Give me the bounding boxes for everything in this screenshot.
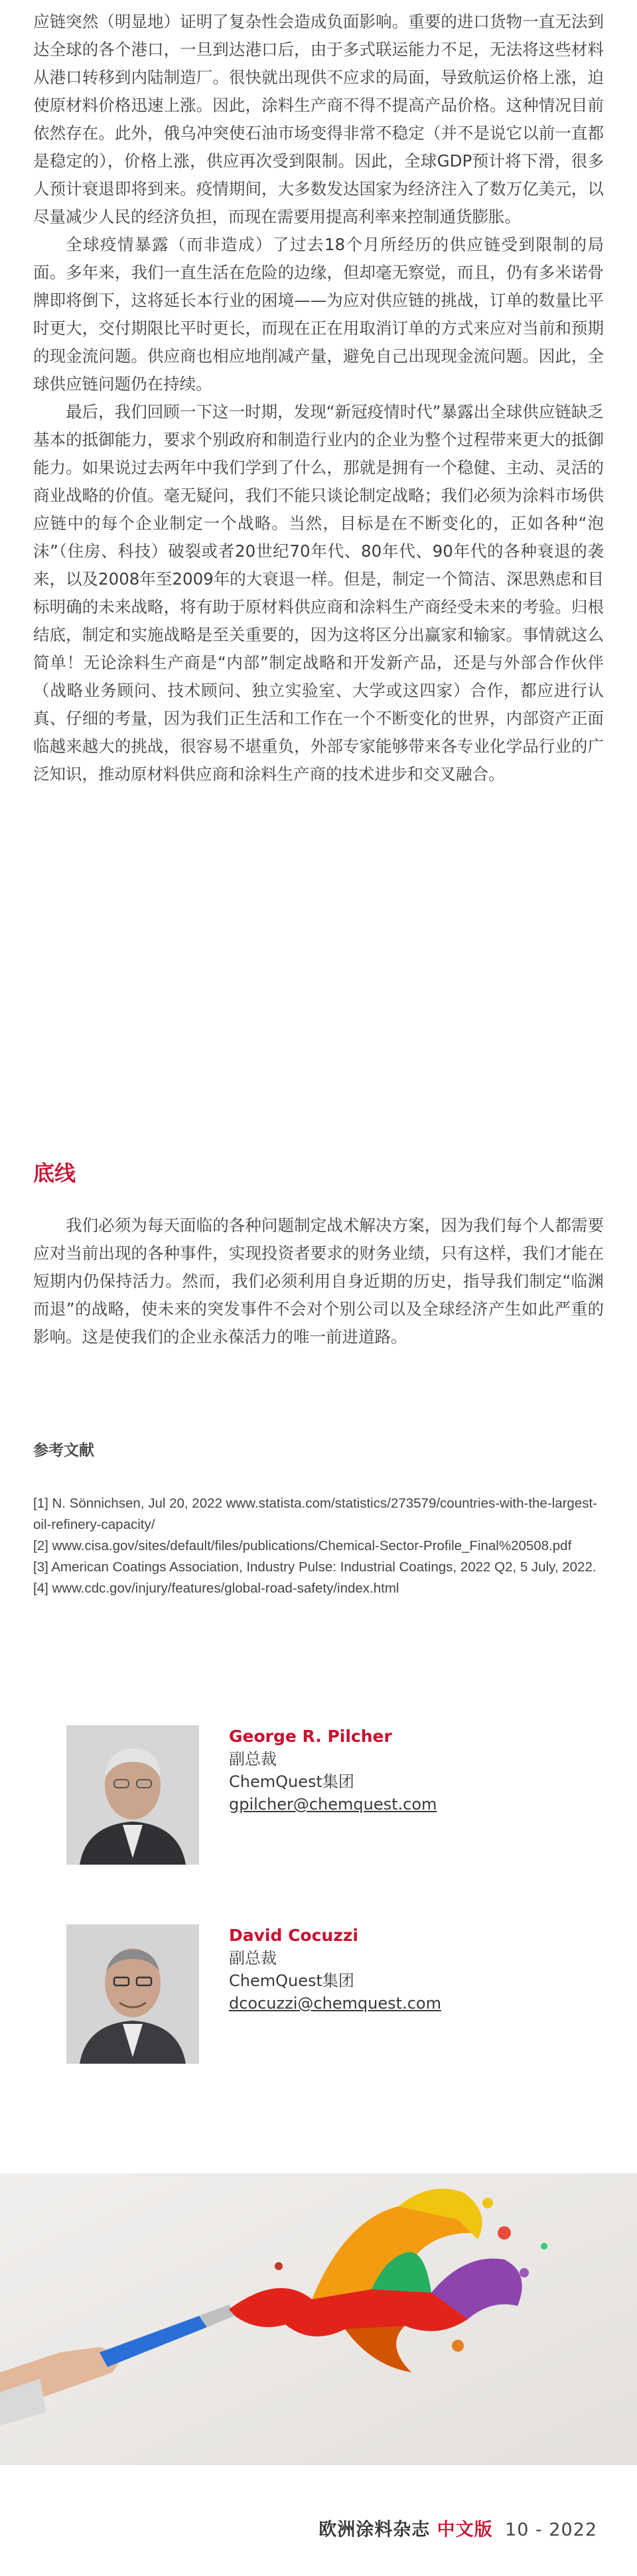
paragraph-pandemic: 全球疫情暴露（而非造成）了过去18个月所经历的供应链受到限制的局面。多年来，我们一直生活在危险的边缘，但却毫无察觉，而且，仍有多米诺骨牌即将倒下，这将延长本行业的困境——为应对供应链的挑战，订单的数量比平时更大，交付期限比平时更长，而现在正在用取消订单的方式来应对当前和预期的现金流问题。供应商也相应地削减产量，避免自己出现现金流问题。因此，全球供应链问题仍在持续。 [33, 235, 604, 394]
body-text [33, 8, 604, 788]
author-email-link[interactable]: gpilcher@chemquest.com [229, 1795, 437, 1814]
reference-item: [3] American Coatings Association, Industry Pulse: Industrial Coatings, 2022 Q2, 5 July, 2022. [33, 1559, 597, 1575]
author-info [229, 1725, 437, 1816]
bottom-line-body [33, 1212, 604, 1351]
references-heading: 参考文献 [33, 1442, 94, 1459]
author-name: George R. Pilcher [229, 1727, 392, 1746]
reference-item: [2] www.cisa.gov/sites/default/files/publications/Chemical-Sector-Profile_Final%20508.pdf [33, 1538, 572, 1553]
magazine-footer [318, 2515, 597, 2541]
author-photo [66, 1725, 199, 1865]
author-info [229, 1924, 441, 2015]
paintbrush-splash-illustration [0, 2173, 637, 2465]
author-email-link[interactable]: dcocuzzi@chemquest.com [229, 1994, 441, 2013]
reference-item: [1] N. Sönnichsen, Jul 20, 2022 www.statista.com/statistics/273579/countries-with-the-largest-oil-refinery-capacity/ [33, 1496, 598, 1532]
author-title: 副总裁 [229, 1750, 277, 1768]
issue-number: 10 - 2022 [505, 2520, 597, 2540]
references-list [33, 1493, 604, 1599]
author-photo [66, 1924, 199, 2064]
author-company: ChemQuest集团 [229, 1772, 354, 1791]
magazine-edition: 中文版 [437, 2520, 493, 2540]
reference-item: [4] www.cdc.gov/injury/features/global-road-safety/index.html [33, 1581, 399, 1596]
magazine-name: 欧洲涂料杂志 [318, 2520, 431, 2540]
author-title: 副总裁 [229, 1949, 277, 1968]
paragraph-supply-chain: 应链突然（明显地）证明了复杂性会造成负面影响。重要的进口货物一直无法到达全球的各个港口，一旦到达港口后，由于多式联运能力不足，无法将这些材料从港口转移到内陆制造厂。很快就出现供不应求的局面，导致航运价格上涨，迫使原材料价格迅速上涨。因此，涂料生产商不得不提高产品价格。这种情况目前依然存在。此外，俄乌冲突使石油市场变得非常不稳定（并不是说它以前一直都是稳定的），价格上涨，供应再次受到限制。因此，全球GDP预计将下滑，很多人预计衰退即将到来。疫情期间，大多数发达国家为经济注入了数万亿美元，以尽量减少人民的经济负担，而现在需要用提高利率来控制通货膨胀。 [33, 12, 604, 226]
bottom-line-heading: 底线 [33, 1161, 76, 1186]
author-card [66, 1725, 597, 1865]
author-name: David Cocuzzi [229, 1926, 358, 1945]
paragraph-strategy: 最后，我们回顾一下这一时期，发现“新冠疫情时代”暴露出全球供应链缺乏基本的抵御能力，要求个别政府和制造行业内的企业为整个过程带来更大的抵御能力。如果说过去两年中我们学到了什么，那就是拥有一个稳健、主动、灵活的商业战略的价值。毫无疑问，我们不能只谈论制定战略；我们必须为涂料市场供应链中的每个企业制定一个战略。当然，目标是在不断变化的，正如各种“泡沫”（住房、科技）破裂或者20世纪70年代、80年代、90年代的各种衰退的袭来，以及2008年至2009年的大衰退一样。但是，制定一个简洁、深思熟虑和目标明确的未来战略，将有助于原材料供应商和涂料生产商经受未来的考验。归根结底，制定和实施战略是至关重要的，因为这将区分出赢家和输家。事情就这么简单！无论涂料生产商是“内部”制定战略和开发新产品，还是与外部合作伙伴（战略业务顾问、技术顾问、独立实验室、大学或这四家）合作，都应进行认真、仔细的考量，因为我们正生活和工作在一个不断变化的世界，内部资产正面临越来越大的挑战，很容易不堪重负，外部专家能够带来各专业化学品行业的广泛知识，推动原材料供应商和涂料生产商的技术进步和交叉融合。 [33, 402, 604, 784]
bottom-line-paragraph: 我们必须为每天面临的各种问题制定战术解决方案，因为我们每个人都需要应对当前出现的各种事件，实现投资者要求的财务业绩，只有这样，我们才能在短期内仍保持活力。然而，我们必须利用自身近期的历史，指导我们制定“临渊而退”的战略，使未来的突发事件不会对个别公司以及全球经济产生如此严重的影响。这是使我们的企业永葆活力的唯一前进道路。 [33, 1216, 604, 1346]
author-company: ChemQuest集团 [229, 1971, 354, 1990]
author-card [66, 1924, 597, 2064]
